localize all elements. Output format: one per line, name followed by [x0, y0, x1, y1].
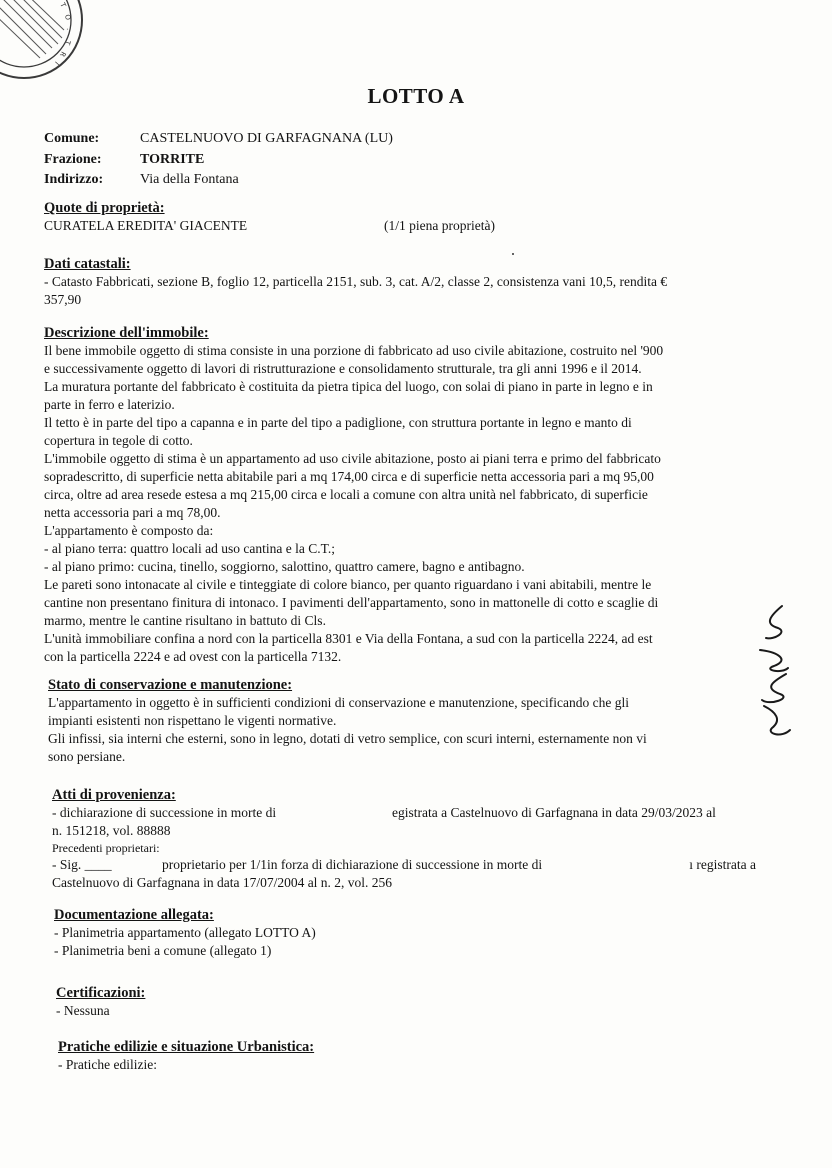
- previous-owners-label: Precedenti proprietari:: [52, 841, 160, 855]
- documents-heading: Documentazione allegata:: [54, 907, 214, 923]
- condition-line: L'appartamento in oggetto è in sufficienti condizioni di conservazione e manutenzione, specificando che gli: [48, 695, 629, 710]
- provenance-section: [52, 787, 756, 892]
- svg-text:O: O: [63, 13, 73, 21]
- documents-line: - Planimetria appartamento (allegato LOTTO A): [54, 925, 316, 940]
- description-line: L'immobile oggetto di stima è un appartamento ad uso civile abitazione, posto ai piani terra e primo del fabbricato: [44, 451, 661, 466]
- permits-heading: Pratiche edilizie e situazione Urbanistica:: [58, 1039, 315, 1055]
- permits-line: - Pratiche edilizie:: [58, 1057, 157, 1072]
- provenance-line-3c: ı registrata a: [689, 857, 756, 872]
- frazione-label: Frazione:: [44, 151, 102, 167]
- condition-section: [48, 677, 756, 766]
- description-line: circa, oltre ad area resede estesa a mq 215,00 circa e locali a comune con altra unità nel fabbricato, di superficie: [44, 487, 648, 502]
- provenance-line-4: Castelnuovo di Garfagnana in data 17/07/2004 al n. 2, vol. 256: [52, 875, 393, 890]
- cadastral-heading: Dati catastali:: [44, 256, 131, 272]
- description-line: Il bene immobile oggetto di stima consiste in una porzione di fabbricato ad uso civile abitazione, costruito nel '900: [44, 343, 664, 358]
- provenance-heading: Atti di provenienza:: [52, 787, 176, 803]
- documents-section: [54, 907, 754, 960]
- documents-line: - Planimetria beni a comune (allegato 1): [54, 943, 272, 958]
- description-line: con la particella 2224 e ad ovest con la particella 7132.: [44, 649, 342, 664]
- condition-body: [48, 694, 756, 766]
- lot-title: LOTTO A: [367, 84, 465, 108]
- condition-line: sono persiane.: [48, 749, 126, 764]
- description-line: L'unità immobiliare confina a nord con la particella 8301 e Via della Fontana, a sud con la particella 2224, ad est: [44, 631, 653, 646]
- permits-section: [58, 1039, 758, 1074]
- provenance-line-3a: - Sig. ____: [52, 857, 112, 872]
- description-line: L'appartamento è composto da:: [44, 523, 214, 538]
- description-section: [44, 325, 756, 666]
- ownership-heading: Quote di proprietà:: [44, 200, 165, 216]
- comune-label: Comune:: [44, 131, 100, 146]
- description-line: - al piano terra: quattro locali ad uso cantina e la C.T.;: [44, 541, 336, 556]
- handwritten-signature-icon: [752, 602, 800, 742]
- svg-text:T: T: [58, 1, 68, 9]
- location-block: [44, 129, 393, 191]
- svg-text:R: R: [57, 50, 68, 59]
- stray-dot: [512, 253, 514, 255]
- ownership-share: (1/1 piena proprietà): [384, 218, 495, 233]
- provenance-line-3b: proprietario per 1/1in forza di dichiarazione di successione in morte di: [162, 857, 543, 872]
- cadastral-line-1: - Catasto Fabbricati, sezione B, foglio 12, particella 2151, sub. 3, cat. A/2, classe 2, consistenza vani 10,5, rendita €: [44, 274, 668, 289]
- official-stamp-icon: [0, 0, 87, 83]
- description-line: parte in ferro e laterizio.: [44, 397, 175, 412]
- frazione-value: TORRITE: [140, 151, 205, 167]
- description-line: copertura in tegole di cotto.: [44, 433, 193, 448]
- cadastral-section: [44, 256, 756, 309]
- documents-body: [54, 924, 754, 960]
- description-line: marmo, mentre le cantine risultano in battuto di Cls.: [44, 613, 326, 628]
- certifications-line: - Nessuna: [56, 1003, 110, 1018]
- svg-text:.: .: [64, 27, 73, 31]
- description-heading: Descrizione dell'immobile:: [44, 325, 209, 341]
- description-line: netta accessoria pari a mq 78,00.: [44, 505, 221, 520]
- provenance-line-1a: - dichiarazione di successione in morte di: [52, 805, 277, 820]
- indirizzo-label: Indirizzo:: [44, 172, 104, 187]
- ownership-section: [44, 200, 784, 235]
- description-line: cantine non presentano finitura di intonaco. I pavimenti dell'appartamento, sono in mattonelle di cotto e scaglie di: [44, 595, 659, 610]
- provenance-line-2: n. 151218, vol. 88888: [52, 823, 171, 838]
- condition-heading: Stato di conservazione e manutenzione:: [48, 677, 293, 693]
- condition-line: Gli infissi, sia interni che esterni, sono in legno, dotati di vetro semplice, con scuri interni, esternamente non vi: [48, 731, 647, 746]
- ownership-owner: CURATELA EREDITA' GIACENTE: [44, 218, 248, 233]
- certifications-heading: Certificazioni:: [56, 985, 146, 1001]
- svg-text:I: I: [53, 59, 61, 67]
- description-line: e successivamente oggetto di lavori di ristrutturazione e consolidamento strutturale, tra gli anni 1996 e il 2014.: [44, 361, 642, 376]
- cadastral-line-2: 357,90: [44, 292, 82, 307]
- description-line: - al piano primo: cucina, tinello, soggiorno, salottino, quattro camere, bagno e antibagno.: [44, 559, 525, 574]
- svg-text:T: T: [62, 39, 72, 46]
- description-line: La muratura portante del fabbricato è costituita da pietra tipica del luogo, con solai di piano in parte in legno e in: [44, 379, 653, 394]
- certifications-section: [56, 985, 756, 1020]
- comune-value: CASTELNUOVO DI GARFAGNANA (LU): [140, 131, 393, 146]
- description-line: Il tetto è in parte del tipo a capanna e in parte del tipo a padiglione, con struttura portante in legno e manto di: [44, 415, 632, 430]
- description-line: Le pareti sono intonacate al civile e tinteggiate di colore bianco, per quanto riguardano i vani abitabili, mentre le: [44, 577, 652, 592]
- description-body: [44, 342, 756, 666]
- description-line: sopradescritto, di superficie netta abitabile pari a mq 174,00 circa e di superficie netta accessoria pari a mq 95,00: [44, 469, 654, 484]
- condition-line: impianti esistenti non rispettano le vigenti normative.: [48, 713, 337, 728]
- indirizzo-value: Via della Fontana: [140, 172, 239, 187]
- provenance-line-1b: egistrata a Castelnuovo di Garfagnana in data 29/03/2023 al: [392, 805, 716, 820]
